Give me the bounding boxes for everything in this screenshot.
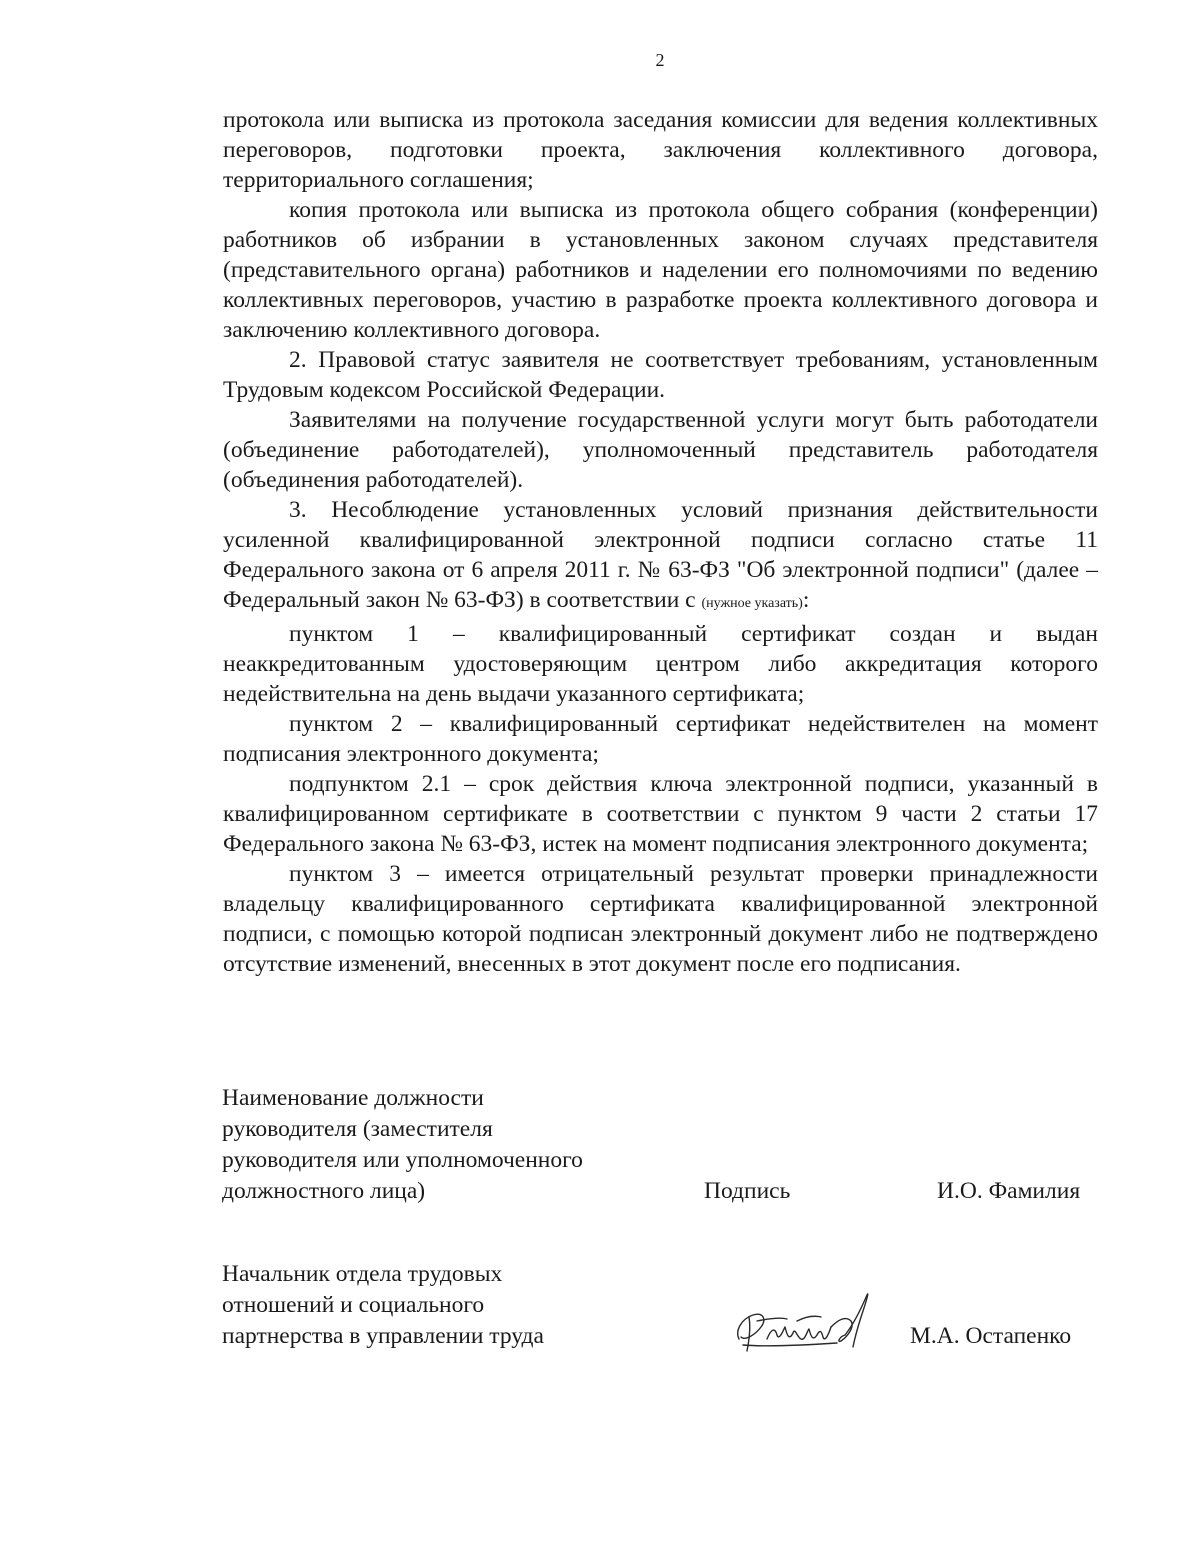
paragraph-5-text: 3. Несоблюдение установленных условий признания действительности усиленной квалифицированной электронной подписи согласно статье 11 Федерального закона от 6 апреля 2011 г. № 63-ФЗ "Об электронной подписи" (далее – Федеральный закон № 63-ФЗ) в соответствии с bbox=[223, 497, 1098, 613]
handwritten-signature-icon bbox=[727, 1281, 887, 1361]
paragraph-5-note: (нужное указать) bbox=[701, 596, 803, 611]
paragraph-5 bbox=[223, 495, 1098, 619]
page-number: 2 bbox=[655, 50, 665, 70]
document-body bbox=[223, 105, 1098, 979]
paragraph-6: пунктом 1 – квалифицированный сертификат создан и выдан неаккредитованным удостоверяющим центром либо аккредитация которого недействительна на день выдачи указанного сертификата; bbox=[223, 621, 1098, 707]
paragraph-2: копия протокола или выписка из протокола общего собрания (конференции) работников об избрании в установленных законом случаях представителя (представительного органа) работников и наделении его полномочиями по ведению коллективных переговоров, участию в разработке проекта коллективного договора и заключению коллективного договора. bbox=[223, 197, 1098, 343]
paragraph-9: пунктом 3 – имеется отрицательный результат проверки принадлежности владельцу квалифицированного сертификата квалифицированной электронной подписи, с помощью которой подписан электронный документ либо не подтверждено отсутствие изменений, внесенных в этот документ после его подписания. bbox=[223, 861, 1098, 977]
official-position-title: Начальник отдела трудовых отношений и социального партнерства в управлении труда bbox=[222, 1261, 544, 1349]
paragraph-1: протокола или выписка из протокола заседания комиссии для ведения коллективных переговоров, подготовки проекта, заключения коллективного договора, территориального соглашения; bbox=[223, 107, 1098, 193]
signature-label: Подпись bbox=[704, 1178, 791, 1204]
paragraph-5-tail: : bbox=[802, 587, 810, 613]
official-name: М.А. Остапенко bbox=[910, 1323, 1072, 1349]
paragraph-3: 2. Правовой статус заявителя не соответствует требованиям, установленным Трудовым кодексом Российской Федерации. bbox=[223, 347, 1098, 403]
paragraph-7: пунктом 2 – квалифицированный сертификат недействителен на момент подписания электронного документа; bbox=[223, 711, 1098, 767]
paragraph-4: Заявителями на получение государственной услуги могут быть работодатели (объединение работодателей), уполномоченный представитель работодателя (объединения работодателей). bbox=[223, 407, 1098, 493]
head-name-placeholder: И.О. Фамилия bbox=[937, 1178, 1081, 1204]
paragraph-8: подпунктом 2.1 – срок действия ключа электронной подписи, указанный в квалифицированном сертификате в соответствии с пунктом 9 части 2 статьи 17 Федерального закона № 63-ФЗ, истек на момент подписания электронного документа; bbox=[223, 771, 1098, 857]
head-position-title: Наименование должности руководителя (заместителя руководителя или уполномоченного должностного лица) bbox=[222, 1085, 583, 1204]
